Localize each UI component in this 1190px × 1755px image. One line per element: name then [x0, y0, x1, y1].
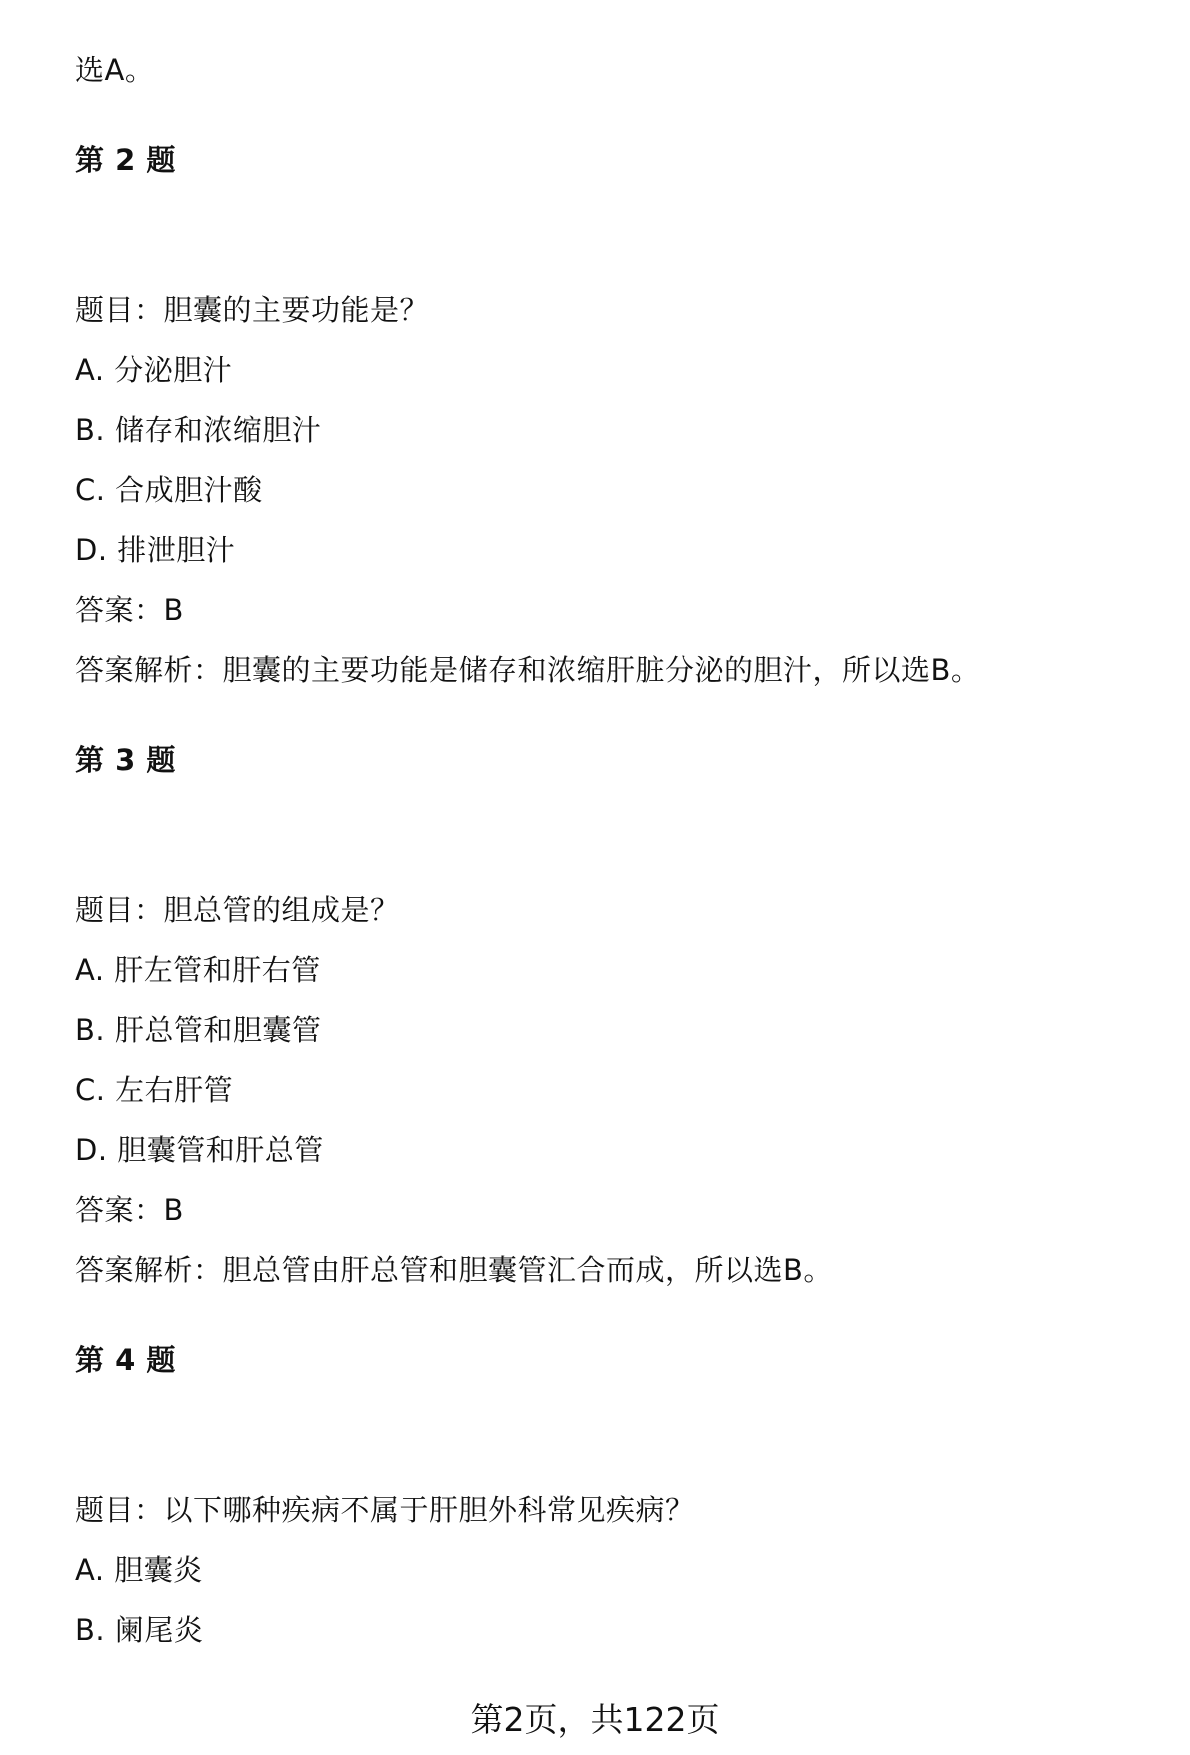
option-c: C. 左右肝管: [75, 1073, 234, 1107]
option-d: D. 排泄胆汁: [75, 533, 236, 567]
carryover-text: 选A。: [75, 53, 155, 87]
option-a: A. 肝左管和肝右管: [75, 953, 321, 987]
answer-text: 答案：B: [75, 1193, 184, 1227]
question-heading: 第 4 题: [75, 1343, 176, 1377]
option-a: A. 胆囊炎: [75, 1553, 203, 1587]
question-heading: 第 2 题: [75, 143, 176, 177]
option-a: A. 分泌胆汁: [75, 353, 233, 387]
explanation-text: 答案解析：胆总管由肝总管和胆囊管汇合而成，所以选B。: [75, 1253, 833, 1287]
option-d: D. 胆囊管和肝总管: [75, 1133, 324, 1167]
explanation-text: 答案解析：胆囊的主要功能是储存和浓缩肝脏分泌的胆汁，所以选B。: [75, 653, 981, 687]
page-footer: 第2页，共122页: [470, 1700, 720, 1739]
answer-text: 答案：B: [75, 593, 184, 627]
question-heading: 第 3 题: [75, 743, 176, 777]
option-b: B. 阑尾炎: [75, 1613, 204, 1647]
option-b: B. 储存和浓缩胆汁: [75, 413, 322, 447]
question-text: 题目：以下哪种疾病不属于肝胆外科常见疾病？: [75, 1493, 695, 1527]
option-c: C. 合成胆汁酸: [75, 473, 263, 507]
question-text: 题目：胆总管的组成是？: [75, 893, 400, 927]
question-text: 题目：胆囊的主要功能是？: [75, 293, 430, 327]
option-b: B. 肝总管和胆囊管: [75, 1013, 322, 1047]
